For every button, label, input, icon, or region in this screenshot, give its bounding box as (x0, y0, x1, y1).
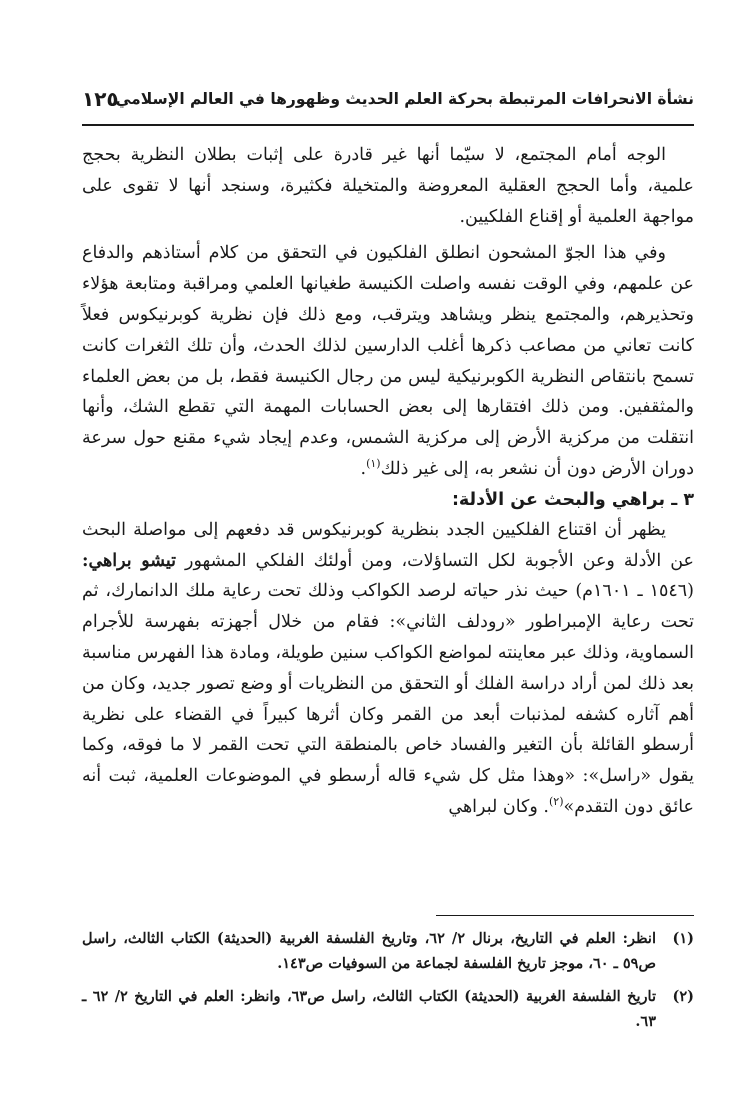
footnote-number: (٢) (672, 988, 694, 1005)
footnote-1 (82, 926, 694, 976)
page-number: ١٢٥ (82, 87, 119, 111)
paragraph-2 (82, 238, 694, 484)
paragraph-1: الوجه أمام المجتمع، لا سيّما أنها غير قادرة على إثبات بطلان النظرية بحجج علمية، وأما الحجج العقلية المعروضة والمتخيلة فكثيرة، وسنجد أنها لا تقوى على مواجهة العلمية أو إقناع الفلكيين. (82, 145, 694, 227)
paragraph-2-end: . (360, 458, 367, 479)
footnote-rule (436, 915, 694, 916)
section-heading: ٣ ـ براهي والبحث عن الأدلة: (451, 489, 694, 510)
paragraph-3-start: يظهر أن اقتناع الفلكيين الجدد بنظرية كوبرنيكوس قد دفعهم إلى مواصلة البحث عن الأدلة وعن الأجوبة لكل التساؤلات، ومن أولئك الفلكي المشهور (82, 519, 694, 571)
footnote-ref-2: (٢) (548, 795, 564, 809)
tycho-brahe-name: تيشو براهي: (82, 550, 177, 571)
footnotes (82, 926, 694, 1042)
main-text (82, 140, 694, 823)
paragraph-3 (82, 515, 694, 823)
footnote-text: انظر: العلم في التاريخ، برنال ٢/ ٦٢، وتاريخ الفلسفة الغربية (الحديثة) الكتاب الثالث، راسل ص٥٩ ـ ٦٠، موجز تاريخ الفلسفة لجماعة من السوفيات ص١٤٣. (82, 930, 656, 972)
footnote-ref-1: (١) (366, 457, 381, 471)
footnote-2 (82, 984, 694, 1034)
header-rule (82, 124, 694, 126)
paragraph-3-end: . وكان لبراهي (448, 796, 549, 817)
paragraph-2-text: وفي هذا الجوّ المشحون انطلق الفلكيون في التحقق من كلام أستاذهم والدفاع عن علمهم، وفي الوقت نفسه واصلت الكنيسة طغيانها العلمي ومراقبة ومتابعة هؤلاء وتحذيرهم، والمجتمع ينظر ويشاهد ويترقب، ومع ذلك فإن نظرية كوبرنيكوس فعلاً كانت تعاني من مصاعب ذكرها أغلب الدارسين لذلك الحدث، وأن تلك الثغرات كانت تسمح بانتقاص النظرية الكوبرنيكية ليس من رجال الكنيسة فقط، بل من بعض العلماء والمثقفين. ومن ذلك افتقارها إلى بعض الحسابات المهمة التي تقطع الشك، وأنها انتقلت من مركزية الأرض إلى مركزية الشمس، وعدم إيجاد شيء مقنع حول سرعة دوران الأرض دون أن نشعر به، إلى غير ذلك (82, 243, 694, 479)
header-title: نشأة الانحرافات المرتبطة بحركة العلم الحديث وظهورها في العالم الإسلامي (115, 90, 694, 108)
paragraph-3-rest: (١٥٤٦ ـ ١٦٠١م) حيث نذر حياته لرصد الكواكب وذلك تحت رعاية ملك الدانمارك، ثم تحت رعاية الإمبراطور «رودلف الثاني»: فقام من خلال أجهزته بفهرسة للأجرام السماوية، وذلك عبر معاينته لمواضع الكواكب سنين طويلة، ومادة هذا الفهرس مناسبة بعد ذلك لمن أراد دراسة الفلك أو التحقق من النظريات أو وضع تصور جديد، وكان من أهم آثاره كشفه لمذنبات أبعد من القمر وكان أثرها كبيراً في القضاء على نظرية أرسطو القائلة بأن التغير والفساد خاص بالمنطقة التي تحت القمر لا ما فوقه، وكما يقول «راسل»: «وهذا مثل كل شيء قاله أرسطو في الموضوعات العلمية، ثبت أنه عائق دون التقدم» (82, 581, 694, 817)
footnote-number: (١) (672, 930, 694, 947)
running-header (82, 86, 694, 116)
footnote-text: تاريخ الفلسفة الغربية (الحديثة) الكتاب الثالث، راسل ص٦٣، وانظر: العلم في التاريخ ٢/ ٦٢ ـ ٦٣. (82, 988, 656, 1030)
